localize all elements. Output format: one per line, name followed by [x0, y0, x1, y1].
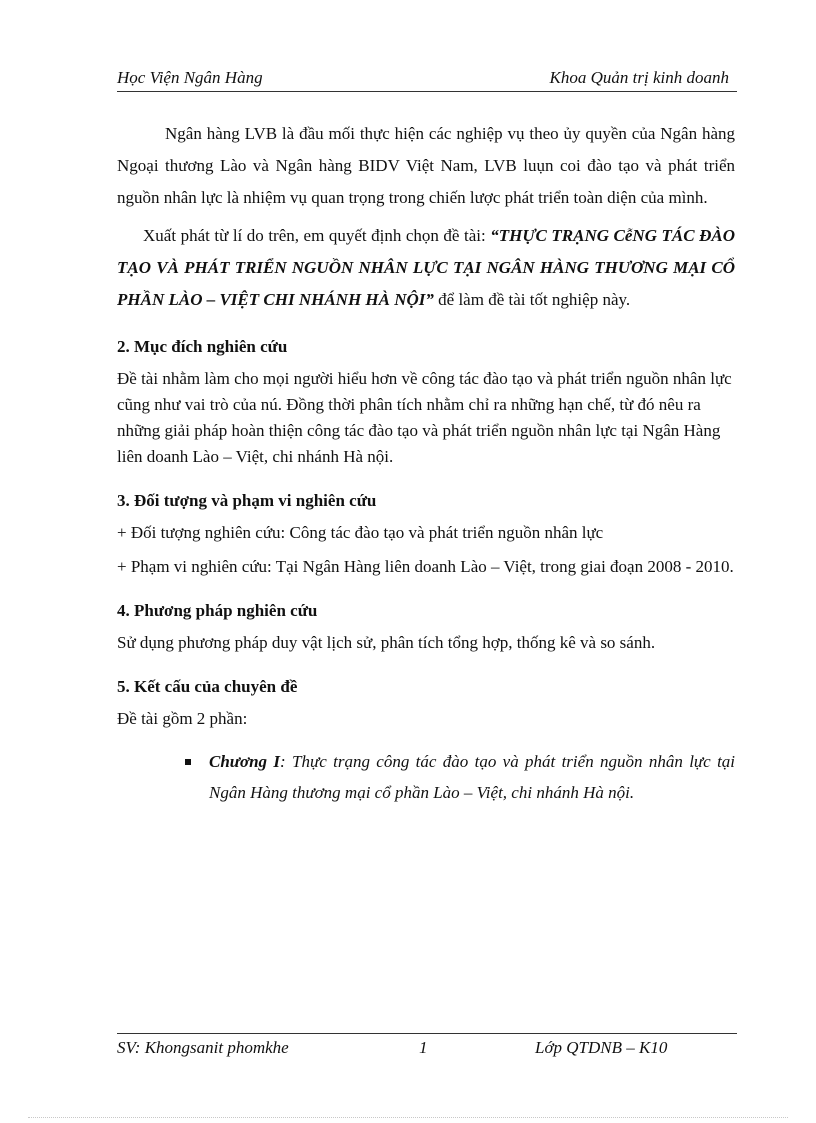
intro-p2-after: để làm đề tài tốt nghiệp này. [433, 290, 631, 309]
page-content [117, 118, 735, 808]
section-5-heading: 5. Kết cấu của chuyên đề [117, 677, 298, 696]
chapter-label: Chương I [209, 752, 281, 771]
section-3-heading: 3. Đối tượng và phạm vi nghiên cứu [117, 491, 377, 510]
chapter-description: : Thực trạng công tác đào tạo và phát triển nguồn nhân lực tại Ngân Hàng thương mại cổ phần Lào – Việt, chi nhánh Hà nội. [209, 752, 736, 802]
section-5-body: Đề tài gồm 2 phần: [117, 709, 248, 728]
footer-student: SV: Khongsanit phomkhe [117, 1038, 289, 1057]
footer-class: Lớp QTDNB – K10 [535, 1038, 668, 1057]
thesis-topic: “THỰC TRẠNG CễNG TÁC ĐÀO TẠO VÀ PHÁT TRIỂN NGUỒN NHÂN LỰC TẠI NGÂN HÀNG THƯƠNG MẠI CỔ PHẦN LÀO – VIỆT CHI NHÁNH HÀ NỘI” [117, 226, 735, 309]
page-number: 1 [419, 1038, 428, 1057]
section-2-heading: 2. Mục đích nghiên cứu [117, 337, 288, 356]
intro-p2-before: Xuất phát từ lí do trên, em quyết định chọn đề tài: [143, 226, 491, 245]
square-bullet-icon [185, 759, 191, 765]
section-3-object: + Đối tượng nghiên cứu: Công tác đào tạo và phát triển nguồn nhân lực [117, 523, 604, 542]
chapter-list-item [209, 746, 735, 808]
page-edge-divider [28, 1117, 788, 1118]
section-3-scope: + Phạm vi nghiên cứu: Tại Ngân Hàng liên doanh Lào – Việt, trong giai đoạn 2008 - 2010. [117, 557, 734, 576]
intro-paragraph-1: Ngân hàng LVB là đầu mối thực hiện các nghiệp vụ theo ủy quyền của Ngân hàng Ngoại thương Lào và Ngân hàng BIDV Việt Nam, LVB luụn coi đào tạo và phát triển nguồn nhân lực là nhiệm vụ quan trọng trong chiến lược phát triển toàn diện của mình. [117, 124, 735, 207]
section-4-body: Sử dụng phương pháp duy vật lịch sử, phân tích tổng hợp, thống kê và so sánh. [117, 633, 656, 652]
section-2-body: Đề tài nhằm làm cho mọi người hiểu hơn về công tác đào tạo và phát triển nguồn nhân lực cũng như vai trò của nú. Đồng thời phân tích nhằm chỉ ra những hạn chế, từ đó nêu ra những giải pháp hoàn thiện công tác đào tạo và phát triển nguồn nhân lực tại Ngân Hàng liên doanh Lào – Việt, chi nhánh Hà nội. [117, 369, 732, 466]
header-faculty: Khoa Quản trị kinh doanh [549, 68, 729, 87]
section-4-heading: 4. Phương pháp nghiên cứu [117, 601, 318, 620]
page-header [117, 66, 737, 92]
intro-paragraph-2 [117, 220, 735, 316]
header-institution: Học Viện Ngân Hàng [117, 68, 263, 87]
page-footer [117, 1033, 737, 1060]
